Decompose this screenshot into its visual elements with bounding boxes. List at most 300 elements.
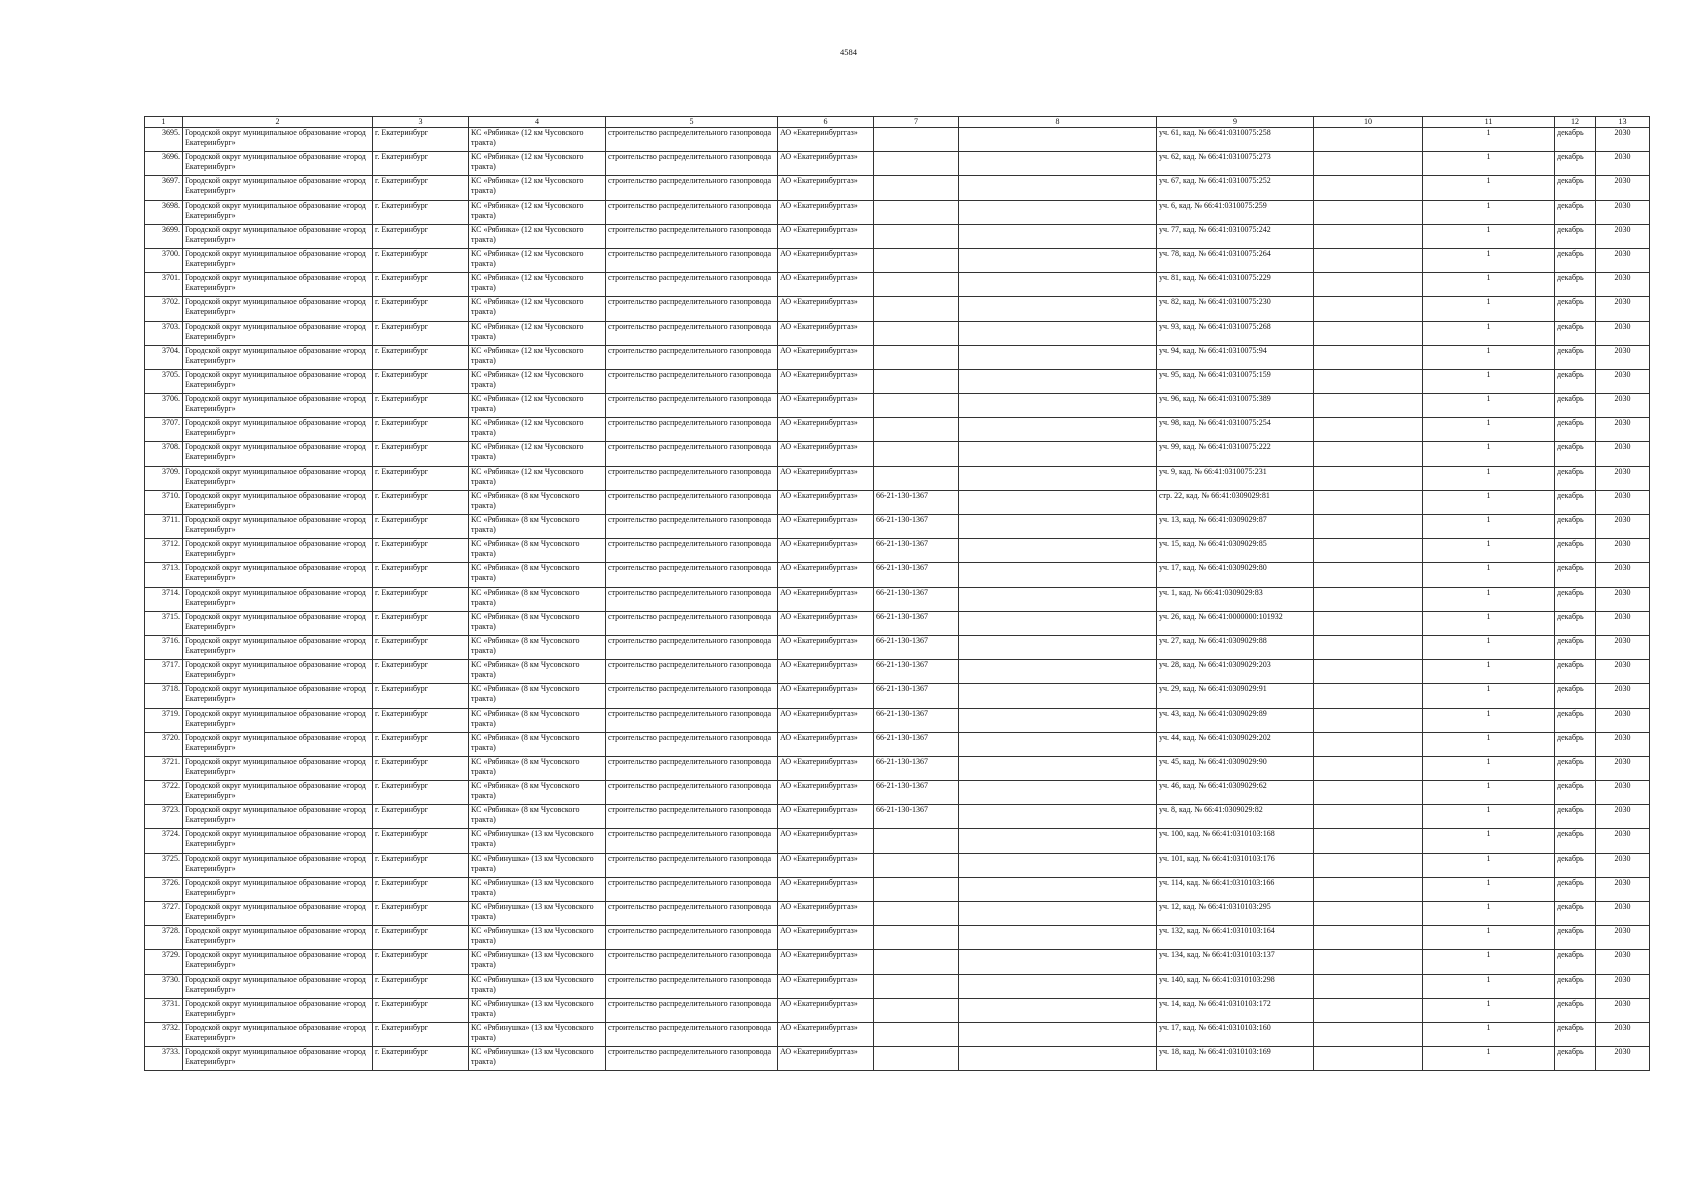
month-cell: декабрь bbox=[1555, 273, 1596, 297]
row-number-cell: 3723. bbox=[145, 805, 183, 829]
cadastral-number-cell: уч. 8, кад. № 66:41:0309029:82 bbox=[1157, 805, 1314, 829]
cadastral-number-cell: уч. 27, кад. № 66:41:0309029:88 bbox=[1157, 635, 1314, 659]
object-name-cell: КС «Рябинка» (12 км Чусовского тракта) bbox=[469, 200, 606, 224]
work-type-cell: строительство распределительного газопровода bbox=[606, 273, 778, 297]
quantity-cell: 1 bbox=[1423, 756, 1555, 780]
quantity-cell: 1 bbox=[1423, 466, 1555, 490]
table-row bbox=[145, 369, 1650, 393]
cadastral-number-cell: уч. 14, кад. № 66:41:0310103:172 bbox=[1157, 998, 1314, 1022]
month-cell: декабрь bbox=[1555, 756, 1596, 780]
quantity-cell: 1 bbox=[1423, 805, 1555, 829]
work-type-cell: строительство распределительного газопровода bbox=[606, 369, 778, 393]
organization-cell: АО «Екатеринбурггаз» bbox=[778, 297, 874, 321]
organization-cell: АО «Екатеринбурггаз» bbox=[778, 128, 874, 152]
column-10-cell bbox=[1314, 805, 1423, 829]
column-10-cell bbox=[1314, 1047, 1423, 1071]
organization-cell: АО «Екатеринбурггаз» bbox=[778, 224, 874, 248]
column-8-cell bbox=[959, 732, 1157, 756]
row-number-cell: 3715. bbox=[145, 611, 183, 635]
object-name-cell: КС «Рябинушка» (13 км Чусовского тракта) bbox=[469, 998, 606, 1022]
settlement-cell: г. Екатеринбург bbox=[373, 248, 469, 272]
quantity-cell: 1 bbox=[1423, 418, 1555, 442]
year-cell: 2030 bbox=[1596, 369, 1650, 393]
month-cell: декабрь bbox=[1555, 224, 1596, 248]
cadastral-number-cell: уч. 98, кад. № 66:41:0310075:254 bbox=[1157, 418, 1314, 442]
quantity-cell: 1 bbox=[1423, 539, 1555, 563]
quantity-cell: 1 bbox=[1423, 902, 1555, 926]
header-cell: 9 bbox=[1157, 117, 1314, 128]
settlement-cell: г. Екатеринбург bbox=[373, 781, 469, 805]
month-cell: декабрь bbox=[1555, 466, 1596, 490]
registry-number-cell bbox=[874, 466, 959, 490]
registry-number-cell bbox=[874, 297, 959, 321]
month-cell: декабрь bbox=[1555, 345, 1596, 369]
column-8-cell bbox=[959, 998, 1157, 1022]
table-row bbox=[145, 152, 1650, 176]
year-cell: 2030 bbox=[1596, 1022, 1650, 1046]
column-10-cell bbox=[1314, 490, 1423, 514]
work-type-cell: строительство распределительного газопровода bbox=[606, 442, 778, 466]
column-10-cell bbox=[1314, 950, 1423, 974]
cadastral-number-cell: уч. 67, кад. № 66:41:0310075:252 bbox=[1157, 176, 1314, 200]
year-cell: 2030 bbox=[1596, 635, 1650, 659]
page-number: 4584 bbox=[840, 47, 857, 57]
settlement-cell: г. Екатеринбург bbox=[373, 176, 469, 200]
column-8-cell bbox=[959, 1022, 1157, 1046]
cadastral-number-cell: уч. 26, кад. № 66:41:0000000:101932 bbox=[1157, 611, 1314, 635]
work-type-cell: строительство распределительного газопровода bbox=[606, 466, 778, 490]
month-cell: декабрь bbox=[1555, 829, 1596, 853]
settlement-cell: г. Екатеринбург bbox=[373, 515, 469, 539]
column-10-cell bbox=[1314, 829, 1423, 853]
work-type-cell: строительство распределительного газопровода bbox=[606, 321, 778, 345]
month-cell: декабрь bbox=[1555, 732, 1596, 756]
column-8-cell bbox=[959, 297, 1157, 321]
header-cell: 7 bbox=[874, 117, 959, 128]
quantity-cell: 1 bbox=[1423, 781, 1555, 805]
quantity-cell: 1 bbox=[1423, 1047, 1555, 1071]
row-number-cell: 3727. bbox=[145, 902, 183, 926]
year-cell: 2030 bbox=[1596, 950, 1650, 974]
municipality-cell: Городской округ муниципальное образование «город Екатеринбург» bbox=[183, 152, 373, 176]
month-cell: декабрь bbox=[1555, 781, 1596, 805]
organization-cell: АО «Екатеринбурггаз» bbox=[778, 1047, 874, 1071]
column-10-cell bbox=[1314, 248, 1423, 272]
registry-number-cell: 66-21-130-1367 bbox=[874, 660, 959, 684]
organization-cell: АО «Екатеринбурггаз» bbox=[778, 394, 874, 418]
settlement-cell: г. Екатеринбург bbox=[373, 611, 469, 635]
object-name-cell: КС «Рябинка» (12 км Чусовского тракта) bbox=[469, 321, 606, 345]
settlement-cell: г. Екатеринбург bbox=[373, 732, 469, 756]
municipality-cell: Городской округ муниципальное образование «город Екатеринбург» bbox=[183, 539, 373, 563]
cadastral-number-cell: уч. 62, кад. № 66:41:0310075:273 bbox=[1157, 152, 1314, 176]
cadastral-number-cell: уч. 28, кад. № 66:41:0309029:203 bbox=[1157, 660, 1314, 684]
municipality-cell: Городской округ муниципальное образование «город Екатеринбург» bbox=[183, 1022, 373, 1046]
registry-number-cell: 66-21-130-1367 bbox=[874, 805, 959, 829]
object-name-cell: КС «Рябинушка» (13 км Чусовского тракта) bbox=[469, 926, 606, 950]
year-cell: 2030 bbox=[1596, 660, 1650, 684]
object-name-cell: КС «Рябинка» (12 км Чусовского тракта) bbox=[469, 176, 606, 200]
month-cell: декабрь bbox=[1555, 635, 1596, 659]
row-number-cell: 3710. bbox=[145, 490, 183, 514]
quantity-cell: 1 bbox=[1423, 877, 1555, 901]
quantity-cell: 1 bbox=[1423, 128, 1555, 152]
month-cell: декабрь bbox=[1555, 369, 1596, 393]
municipality-cell: Городской округ муниципальное образование «город Екатеринбург» bbox=[183, 224, 373, 248]
year-cell: 2030 bbox=[1596, 152, 1650, 176]
settlement-cell: г. Екатеринбург bbox=[373, 805, 469, 829]
year-cell: 2030 bbox=[1596, 756, 1650, 780]
table-row bbox=[145, 200, 1650, 224]
year-cell: 2030 bbox=[1596, 490, 1650, 514]
table-row bbox=[145, 297, 1650, 321]
object-name-cell: КС «Рябинка» (8 км Чусовского тракта) bbox=[469, 611, 606, 635]
table-row bbox=[145, 248, 1650, 272]
column-10-cell bbox=[1314, 926, 1423, 950]
organization-cell: АО «Екатеринбурггаз» bbox=[778, 708, 874, 732]
year-cell: 2030 bbox=[1596, 587, 1650, 611]
municipality-cell: Городской округ муниципальное образование «город Екатеринбург» bbox=[183, 660, 373, 684]
cadastral-number-cell: уч. 101, кад. № 66:41:0310103:176 bbox=[1157, 853, 1314, 877]
quantity-cell: 1 bbox=[1423, 394, 1555, 418]
column-8-cell bbox=[959, 926, 1157, 950]
registry-number-cell bbox=[874, 829, 959, 853]
column-10-cell bbox=[1314, 974, 1423, 998]
cadastral-number-cell: уч. 6, кад. № 66:41:0310075:259 bbox=[1157, 200, 1314, 224]
table-row bbox=[145, 224, 1650, 248]
settlement-cell: г. Екатеринбург bbox=[373, 490, 469, 514]
organization-cell: АО «Екатеринбурггаз» bbox=[778, 369, 874, 393]
header-cell: 2 bbox=[183, 117, 373, 128]
municipality-cell: Городской округ муниципальное образование «город Екатеринбург» bbox=[183, 853, 373, 877]
row-number-cell: 3709. bbox=[145, 466, 183, 490]
object-name-cell: КС «Рябинка» (12 км Чусовского тракта) bbox=[469, 224, 606, 248]
quantity-cell: 1 bbox=[1423, 321, 1555, 345]
column-8-cell bbox=[959, 394, 1157, 418]
object-name-cell: КС «Рябинушка» (13 км Чусовского тракта) bbox=[469, 877, 606, 901]
year-cell: 2030 bbox=[1596, 297, 1650, 321]
table-row bbox=[145, 974, 1650, 998]
row-number-cell: 3700. bbox=[145, 248, 183, 272]
column-10-cell bbox=[1314, 321, 1423, 345]
municipality-cell: Городской округ муниципальное образование «город Екатеринбург» bbox=[183, 394, 373, 418]
municipality-cell: Городской округ муниципальное образование «город Екатеринбург» bbox=[183, 563, 373, 587]
row-number-cell: 3696. bbox=[145, 152, 183, 176]
settlement-cell: г. Екатеринбург bbox=[373, 200, 469, 224]
organization-cell: АО «Екатеринбурггаз» bbox=[778, 539, 874, 563]
quantity-cell: 1 bbox=[1423, 974, 1555, 998]
municipality-cell: Городской округ муниципальное образование «город Екатеринбург» bbox=[183, 829, 373, 853]
month-cell: декабрь bbox=[1555, 563, 1596, 587]
month-cell: декабрь bbox=[1555, 611, 1596, 635]
organization-cell: АО «Екатеринбурггаз» bbox=[778, 974, 874, 998]
object-name-cell: КС «Рябинка» (12 км Чусовского тракта) bbox=[469, 273, 606, 297]
table-row bbox=[145, 684, 1650, 708]
cadastral-number-cell: уч. 140, кад. № 66:41:0310103:298 bbox=[1157, 974, 1314, 998]
object-name-cell: КС «Рябинушка» (13 км Чусовского тракта) bbox=[469, 853, 606, 877]
table-row bbox=[145, 926, 1650, 950]
organization-cell: АО «Екатеринбурггаз» bbox=[778, 660, 874, 684]
cadastral-number-cell: уч. 12, кад. № 66:41:0310103:295 bbox=[1157, 902, 1314, 926]
organization-cell: АО «Екатеринбурггаз» bbox=[778, 515, 874, 539]
column-8-cell bbox=[959, 515, 1157, 539]
month-cell: декабрь bbox=[1555, 248, 1596, 272]
table-row bbox=[145, 442, 1650, 466]
table-row bbox=[145, 950, 1650, 974]
table-row bbox=[145, 635, 1650, 659]
month-cell: декабрь bbox=[1555, 708, 1596, 732]
registry-number-cell bbox=[874, 369, 959, 393]
column-8-cell bbox=[959, 902, 1157, 926]
year-cell: 2030 bbox=[1596, 200, 1650, 224]
registry-number-cell bbox=[874, 200, 959, 224]
municipality-cell: Городской округ муниципальное образование «город Екатеринбург» bbox=[183, 321, 373, 345]
year-cell: 2030 bbox=[1596, 345, 1650, 369]
settlement-cell: г. Екатеринбург bbox=[373, 345, 469, 369]
object-name-cell: КС «Рябинка» (12 км Чусовского тракта) bbox=[469, 369, 606, 393]
row-number-cell: 3733. bbox=[145, 1047, 183, 1071]
settlement-cell: г. Екатеринбург bbox=[373, 684, 469, 708]
work-type-cell: строительство распределительного газопровода bbox=[606, 998, 778, 1022]
municipality-cell: Городской округ муниципальное образование «город Екатеринбург» bbox=[183, 805, 373, 829]
cadastral-number-cell: уч. 17, кад. № 66:41:0309029:80 bbox=[1157, 563, 1314, 587]
registry-number-cell bbox=[874, 1047, 959, 1071]
work-type-cell: строительство распределительного газопровода bbox=[606, 152, 778, 176]
cadastral-number-cell: уч. 45, кад. № 66:41:0309029:90 bbox=[1157, 756, 1314, 780]
settlement-cell: г. Екатеринбург bbox=[373, 1047, 469, 1071]
registry-number-cell bbox=[874, 442, 959, 466]
work-type-cell: строительство распределительного газопровода bbox=[606, 418, 778, 442]
cadastral-number-cell: уч. 93, кад. № 66:41:0310075:268 bbox=[1157, 321, 1314, 345]
registry-number-cell: 66-21-130-1367 bbox=[874, 563, 959, 587]
column-8-cell bbox=[959, 152, 1157, 176]
cadastral-number-cell: уч. 1, кад. № 66:41:0309029:83 bbox=[1157, 587, 1314, 611]
registry-number-cell bbox=[874, 248, 959, 272]
column-10-cell bbox=[1314, 563, 1423, 587]
settlement-cell: г. Екатеринбург bbox=[373, 539, 469, 563]
year-cell: 2030 bbox=[1596, 708, 1650, 732]
column-10-cell bbox=[1314, 660, 1423, 684]
table-row bbox=[145, 321, 1650, 345]
municipality-cell: Городской округ муниципальное образование «город Екатеринбург» bbox=[183, 200, 373, 224]
municipality-cell: Городской округ муниципальное образование «город Екатеринбург» bbox=[183, 297, 373, 321]
municipality-cell: Городской округ муниципальное образование «город Екатеринбург» bbox=[183, 587, 373, 611]
municipality-cell: Городской округ муниципальное образование «город Екатеринбург» bbox=[183, 1047, 373, 1071]
object-name-cell: КС «Рябинка» (8 км Чусовского тракта) bbox=[469, 635, 606, 659]
registry-number-cell bbox=[874, 152, 959, 176]
registry-number-cell: 66-21-130-1367 bbox=[874, 781, 959, 805]
quantity-cell: 1 bbox=[1423, 926, 1555, 950]
row-number-cell: 3724. bbox=[145, 829, 183, 853]
municipality-cell: Городской округ муниципальное образование «город Екатеринбург» bbox=[183, 926, 373, 950]
cadastral-number-cell: уч. 95, кад. № 66:41:0310075:159 bbox=[1157, 369, 1314, 393]
settlement-cell: г. Екатеринбург bbox=[373, 369, 469, 393]
organization-cell: АО «Екатеринбурггаз» bbox=[778, 176, 874, 200]
month-cell: декабрь bbox=[1555, 321, 1596, 345]
municipality-cell: Городской округ муниципальное образование «город Екатеринбург» bbox=[183, 442, 373, 466]
registry-number-cell bbox=[874, 394, 959, 418]
column-8-cell bbox=[959, 539, 1157, 563]
year-cell: 2030 bbox=[1596, 998, 1650, 1022]
object-name-cell: КС «Рябинушка» (13 км Чусовского тракта) bbox=[469, 1022, 606, 1046]
quantity-cell: 1 bbox=[1423, 635, 1555, 659]
table-row bbox=[145, 756, 1650, 780]
object-name-cell: КС «Рябинка» (8 км Чусовского тракта) bbox=[469, 563, 606, 587]
registry-number-cell bbox=[874, 176, 959, 200]
header-cell: 3 bbox=[373, 117, 469, 128]
column-10-cell bbox=[1314, 877, 1423, 901]
organization-cell: АО «Екатеринбурггаз» bbox=[778, 950, 874, 974]
settlement-cell: г. Екатеринбург bbox=[373, 563, 469, 587]
row-number-cell: 3703. bbox=[145, 321, 183, 345]
header-cell: 4 bbox=[469, 117, 606, 128]
registry-number-cell: 66-21-130-1367 bbox=[874, 539, 959, 563]
cadastral-number-cell: уч. 134, кад. № 66:41:0310103:137 bbox=[1157, 950, 1314, 974]
cadastral-number-cell: стр. 22, кад. № 66:41:0309029:81 bbox=[1157, 490, 1314, 514]
settlement-cell: г. Екатеринбург bbox=[373, 950, 469, 974]
object-name-cell: КС «Рябинка» (12 км Чусовского тракта) bbox=[469, 345, 606, 369]
year-cell: 2030 bbox=[1596, 732, 1650, 756]
object-name-cell: КС «Рябинка» (8 км Чусовского тракта) bbox=[469, 781, 606, 805]
registry-number-cell bbox=[874, 128, 959, 152]
year-cell: 2030 bbox=[1596, 418, 1650, 442]
cadastral-number-cell: уч. 82, кад. № 66:41:0310075:230 bbox=[1157, 297, 1314, 321]
row-number-cell: 3716. bbox=[145, 635, 183, 659]
work-type-cell: строительство распределительного газопровода bbox=[606, 587, 778, 611]
table-row bbox=[145, 611, 1650, 635]
work-type-cell: строительство распределительного газопровода bbox=[606, 490, 778, 514]
table-row bbox=[145, 563, 1650, 587]
organization-cell: АО «Екатеринбурггаз» bbox=[778, 781, 874, 805]
organization-cell: АО «Екатеринбурггаз» bbox=[778, 902, 874, 926]
work-type-cell: строительство распределительного газопровода bbox=[606, 853, 778, 877]
organization-cell: АО «Екатеринбурггаз» bbox=[778, 877, 874, 901]
month-cell: декабрь bbox=[1555, 490, 1596, 514]
quantity-cell: 1 bbox=[1423, 1022, 1555, 1046]
month-cell: декабрь bbox=[1555, 950, 1596, 974]
month-cell: декабрь bbox=[1555, 442, 1596, 466]
quantity-cell: 1 bbox=[1423, 224, 1555, 248]
cadastral-number-cell: уч. 94, кад. № 66:41:0310075:94 bbox=[1157, 345, 1314, 369]
column-10-cell bbox=[1314, 176, 1423, 200]
registry-number-cell: 66-21-130-1367 bbox=[874, 732, 959, 756]
organization-cell: АО «Екатеринбурггаз» bbox=[778, 152, 874, 176]
column-10-cell bbox=[1314, 587, 1423, 611]
work-type-cell: строительство распределительного газопровода bbox=[606, 684, 778, 708]
cadastral-number-cell: уч. 78, кад. № 66:41:0310075:264 bbox=[1157, 248, 1314, 272]
month-cell: декабрь bbox=[1555, 152, 1596, 176]
header-cell: 6 bbox=[778, 117, 874, 128]
table-row bbox=[145, 805, 1650, 829]
cadastral-number-cell: уч. 61, кад. № 66:41:0310075:258 bbox=[1157, 128, 1314, 152]
work-type-cell: строительство распределительного газопровода bbox=[606, 829, 778, 853]
quantity-cell: 1 bbox=[1423, 708, 1555, 732]
object-name-cell: КС «Рябинка» (12 км Чусовского тракта) bbox=[469, 418, 606, 442]
settlement-cell: г. Екатеринбург bbox=[373, 829, 469, 853]
quantity-cell: 1 bbox=[1423, 515, 1555, 539]
year-cell: 2030 bbox=[1596, 926, 1650, 950]
row-number-cell: 3701. bbox=[145, 273, 183, 297]
quantity-cell: 1 bbox=[1423, 611, 1555, 635]
year-cell: 2030 bbox=[1596, 877, 1650, 901]
column-8-cell bbox=[959, 587, 1157, 611]
column-10-cell bbox=[1314, 273, 1423, 297]
registry-number-cell: 66-21-130-1367 bbox=[874, 635, 959, 659]
month-cell: декабрь bbox=[1555, 974, 1596, 998]
column-10-cell bbox=[1314, 152, 1423, 176]
organization-cell: АО «Екатеринбурггаз» bbox=[778, 1022, 874, 1046]
year-cell: 2030 bbox=[1596, 974, 1650, 998]
work-type-cell: строительство распределительного газопровода bbox=[606, 176, 778, 200]
column-8-cell bbox=[959, 345, 1157, 369]
row-number-cell: 3717. bbox=[145, 660, 183, 684]
year-cell: 2030 bbox=[1596, 902, 1650, 926]
column-8-cell bbox=[959, 781, 1157, 805]
quantity-cell: 1 bbox=[1423, 587, 1555, 611]
municipality-cell: Городской округ муниципальное образование «город Екатеринбург» bbox=[183, 708, 373, 732]
settlement-cell: г. Екатеринбург bbox=[373, 128, 469, 152]
work-type-cell: строительство распределительного газопровода bbox=[606, 877, 778, 901]
month-cell: декабрь bbox=[1555, 805, 1596, 829]
work-type-cell: строительство распределительного газопровода bbox=[606, 756, 778, 780]
organization-cell: АО «Екатеринбурггаз» bbox=[778, 684, 874, 708]
object-name-cell: КС «Рябинка» (8 км Чусовского тракта) bbox=[469, 490, 606, 514]
table-row bbox=[145, 829, 1650, 853]
object-name-cell: КС «Рябинка» (8 км Чусовского тракта) bbox=[469, 539, 606, 563]
object-name-cell: КС «Рябинка» (8 км Чусовского тракта) bbox=[469, 708, 606, 732]
municipality-cell: Городской округ муниципальное образование «город Екатеринбург» bbox=[183, 490, 373, 514]
row-number-cell: 3699. bbox=[145, 224, 183, 248]
column-8-cell bbox=[959, 950, 1157, 974]
column-10-cell bbox=[1314, 442, 1423, 466]
registry-number-cell bbox=[874, 998, 959, 1022]
registry-number-cell: 66-21-130-1367 bbox=[874, 587, 959, 611]
table-row bbox=[145, 515, 1650, 539]
registry-number-cell: 66-21-130-1367 bbox=[874, 684, 959, 708]
year-cell: 2030 bbox=[1596, 248, 1650, 272]
quantity-cell: 1 bbox=[1423, 684, 1555, 708]
municipality-cell: Городской округ муниципальное образование «город Екатеринбург» bbox=[183, 466, 373, 490]
row-number-cell: 3711. bbox=[145, 515, 183, 539]
row-number-cell: 3726. bbox=[145, 877, 183, 901]
table-row bbox=[145, 708, 1650, 732]
work-type-cell: строительство распределительного газопровода bbox=[606, 950, 778, 974]
organization-cell: АО «Екатеринбурггаз» bbox=[778, 805, 874, 829]
row-number-cell: 3713. bbox=[145, 563, 183, 587]
municipality-cell: Городской округ муниципальное образование «город Екатеринбург» bbox=[183, 877, 373, 901]
row-number-cell: 3731. bbox=[145, 998, 183, 1022]
column-8-cell bbox=[959, 176, 1157, 200]
year-cell: 2030 bbox=[1596, 829, 1650, 853]
municipality-cell: Городской округ муниципальное образование «город Екатеринбург» bbox=[183, 369, 373, 393]
settlement-cell: г. Екатеринбург bbox=[373, 998, 469, 1022]
column-8-cell bbox=[959, 321, 1157, 345]
month-cell: декабрь bbox=[1555, 853, 1596, 877]
settlement-cell: г. Екатеринбург bbox=[373, 321, 469, 345]
quantity-cell: 1 bbox=[1423, 152, 1555, 176]
table-row bbox=[145, 394, 1650, 418]
settlement-cell: г. Екатеринбург bbox=[373, 708, 469, 732]
work-type-cell: строительство распределительного газопровода bbox=[606, 539, 778, 563]
data-table bbox=[144, 116, 1650, 1071]
cadastral-number-cell: уч. 44, кад. № 66:41:0309029:202 bbox=[1157, 732, 1314, 756]
row-number-cell: 3718. bbox=[145, 684, 183, 708]
settlement-cell: г. Екатеринбург bbox=[373, 660, 469, 684]
object-name-cell: КС «Рябинка» (12 км Чусовского тракта) bbox=[469, 466, 606, 490]
header-cell: 11 bbox=[1423, 117, 1555, 128]
column-8-cell bbox=[959, 853, 1157, 877]
work-type-cell: строительство распределительного газопровода bbox=[606, 660, 778, 684]
